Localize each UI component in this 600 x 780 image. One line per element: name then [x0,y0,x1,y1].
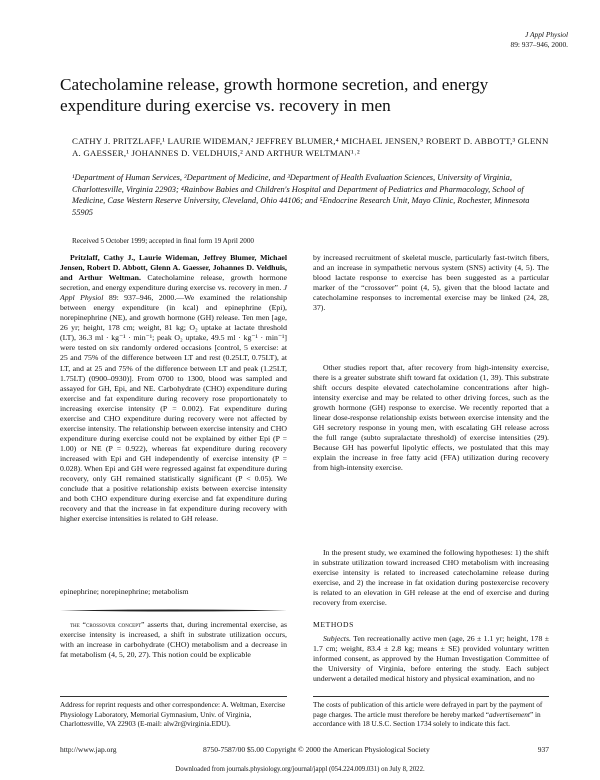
received-dates: Received 5 October 1999; accepted in final form 19 April 2000 [72,237,255,245]
journal-volume-pages: 89: 937–946, 2000. [510,40,568,49]
copyright-line: 8750-7587/00 $5.00 Copyright © 2000 the American Physiological Society [203,745,430,754]
abstract-citation-authors: Pritzlaff, Cathy J., Laurie Wideman, Jeffrey Blumer, Michael Jensen, Robert D. Abbott, Glenn A. Gaesser, Johannes D. Veldhuis, and Arthur Weltman. [60,253,287,283]
journal-reference [511,30,568,50]
subjects-text: Ten recreationally active men (age, 26 ± 1.1 yr; height, 178 ± 1.7 cm; weight, 83.4 ± 2.8 kg; means ± SE) provided voluntary written informed consent, as approved by the Human Investigation Committee of the University of Virginia, before entering the study. Each subject underwent a detailed medical history and physical examination, and no [313,634,549,684]
footnote-text: ” in accordance with 18 U.S.C. Section 1734 solely to indicate this fact. [313,709,541,729]
paragraph-text: by increased recruitment of skeletal muscle, particularly fast-twitch fibers, and an increase in sympathetic nervous system (SNS) activity (4, 5). The blood lactate response to exercise has been suggested as a particular marker of the “crossover” point (4, 5), given that the blood lactate and catecholamine responses to incremental exercise may be linked (24, 28, 37). [313,253,549,313]
footnote-rule-right [313,696,549,697]
page-number: 937 [537,745,549,754]
keywords: epinephrine; norepinephrine; metabolism [60,587,189,596]
subjects-lead: Subjects. [323,634,351,643]
abstract [60,253,287,524]
section-separator-ornament [60,609,287,610]
abstract-citation-title: Catecholamine release, growth hormone secretion, and energy expenditure during exercise vs. recovery in men. [60,273,287,293]
right-col-paragraph-3 [313,548,549,608]
author-list: CATHY J. PRITZLAFF,¹ LAURIE WIDEMAN,² JEFFREY BLUMER,⁴ MICHAEL JENSEN,⁵ ROBERT D. ABBOTT,³ GLENN A. GAESSER,¹ JOHANNES D. VELDHUIS,² AND ARTHUR WELTMAN¹˒² [72,136,549,159]
right-col-paragraph-1 [313,253,549,313]
journal-url[interactable]: http://www.jap.org [60,745,117,754]
footnote-text: The costs of publication of this article were defrayed in part by the payment of page charges. The article must therefore be hereby marked “ [313,700,543,719]
methods-heading: METHODS [313,620,354,629]
introduction-start [60,620,287,660]
abstract-body: We examined the relationship between energy expenditure (in kcal) and epinephrine (Epi), norepinephrine (NE), and growth hormone (GH) release. Ten men [age, 26 yr; height, 178 cm; weight, 81 kg; O₂ uptake at lactate threshold (LT), 36.3 ml · kg⁻¹ · min⁻¹; peak O₂ uptake, 49.5 ml · kg⁻¹ · min⁻¹] were tested on six randomly ordered occasions [control, 5 exercise: at 25 and 75% of the difference between LT and rest (0.25LT, 0.75LT), at LT, and at 25 and 75% of the difference between LT and peak (1.25LT, 1.75LT) (0900–0930)]. From 0700 to 1300, blood was sampled and assayed for GH, Epi, and NE. Carbohydrate (CHO) expenditure during exercise and fat expenditure during recovery rose proportionately to increasing exercise intensity (P = 0.002). Fat expenditure during exercise and CHO expenditure during recovery were not affected by exercise intensity. The relationship between exercise intensity and CHO expenditure during exercise could not be explained by either Epi (P = 1.00) or NE (P = 0.922), whereas fat expenditure during recovery increased with Epi and GH independently of exercise intensity (P = 0.028). When Epi and GH were regressed against fat expenditure during recovery, only GH remained statistically significant (P < 0.05). We conclude that a positive relationship exists between exercise intensity and both CHO expenditure during exercise and fat expenditure during recovery and that the increase in fat expenditure during recovery with higher exercise intensities is related to GH release. [60,293,287,524]
intro-lead: the “crossover concept” [70,620,145,629]
journal-name: J Appl Physiol [525,30,568,39]
paragraph-text: In the present study, we examined the following hypotheses: 1) the shift in substrate utilization toward increased CHO metabolism with increasing exercise intensity is related to increased catecholamine release during exercise, and 2) the increase in fat oxidation during postexercise recovery is related to an elevation in GH release at the end of exercise and during recovery from exercise. [313,548,549,608]
download-notice: Downloaded from journals.physiology.org/journal/jappl (054.224.009.031) on July 8, 2022. [175,766,425,773]
abstract-journal: J Appl Physiol [60,283,287,303]
correspondence-footnote: Address for reprint requests and other correspondence: A. Weltman, Exercise Physiology Laboratory, Memorial Gymnasium, Univ. of Virginia, Charlottesville, VA 22903 (E-mail: alw2r@virginia.EDU). [60,700,286,729]
abstract-journal-pages: 89: 937–946, 2000.— [108,293,185,303]
intro-text: asserts that, during incremental exercise, as exercise intensity is increased, a shift in substrate utilization occurs, with an increase in carbohydrate (CHO) metabolism and a decrease in fat metabolism (4, 5, 20, 27). This notion could be explicable [60,620,287,660]
affiliations: ¹Department of Human Services, ²Department of Medicine, and ³Department of Health Evaluation Sciences, University of Virginia, Charlottesville, Virginia 22903; ⁴Rainbow Babies and Children's Hospital and Department of Pediatrics and Pharmacology, School of Medicine, Case Western Reserve University, Cleveland, Ohio 44106; and ⁵Endocrine Research Unit, Mayo Clinic, Rochester, Minnesota 55905 [72,173,530,217]
page-charges-footnote [313,700,549,729]
paragraph-text: Other studies report that, after recovery from high-intensity exercise, there is a greater substrate shift toward fat oxidation (1, 39). This substrate shift occurs despite elevated catecholamine concentrations after high-intensity exercise and may be related to other driving forces, such as the growth hormone (GH) response to exercise. We recently reported that a linear dose-response relationship exists between exercise intensity and the GH secretory response in young men, with escalating GH release across the full range (subto supralactate threshold) of exercise intensities (29). Because GH has powerful lipolytic effects, we postulated that this may explain the increase in free fatty acid (FFA) utilization during recovery from high-intensity exercise. [313,363,549,473]
right-col-paragraph-2 [313,363,549,474]
footnote-rule-left [60,696,287,697]
subjects-paragraph [313,634,549,684]
footnote-emphasis: advertisement [489,709,530,719]
article-title: Catecholamine release, growth hormone secretion, and energy expenditure during exercise vs. recovery in men [60,75,489,115]
